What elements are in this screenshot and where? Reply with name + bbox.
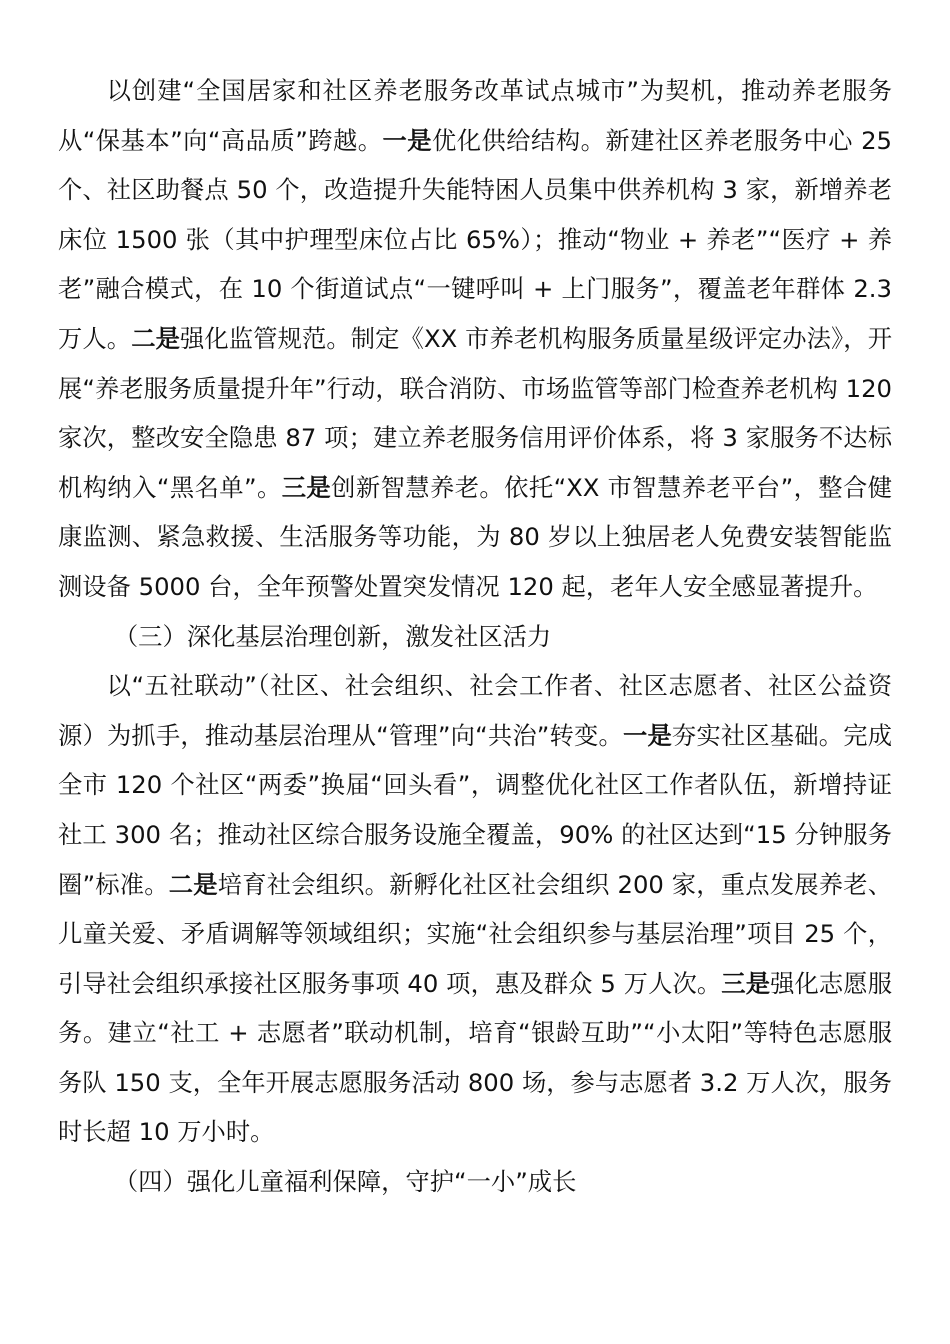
bold-lead-in: 一是 — [622, 720, 672, 750]
heading-text: （四）强化儿童福利保障，守护“一小”成长 — [113, 1167, 577, 1197]
text-run: 强化监管规范。制定《XX 市养老机构服务质量星级评定办法》，开展“养老服务质量提升年”行动，联合消防、市场监管等部门检查养老机构 120 家次，整改安全隐患 87 项；建立养老服务信用评价体系，将 3 家服务不达标机构纳入“黑名单”。 — [58, 323, 892, 502]
paragraph-elderly-care — [58, 66, 892, 612]
heading-text: （三）深化基层治理创新，激发社区活力 — [113, 621, 552, 651]
section-heading-3 — [58, 612, 892, 662]
bold-lead-in: 三是 — [281, 472, 332, 502]
section-heading-4 — [58, 1157, 892, 1207]
text-run: 培育社会组织。新孵化社区社会组织 200 家，重点发展养老、儿童关爱、矛盾调解等领域组织；实施“社会组织参与基层治理”项目 25 个，引导社会组织承接社区服务事项 40 项，惠及群众 5 万人次。 — [58, 869, 892, 998]
bold-lead-in: 三是 — [721, 968, 771, 998]
text-run: 优化供给结构。新建社区养老服务中心 25 个、社区助餐点 50 个，改造提升失能特困人员集中供养机构 3 家，新增养老床位 1500 张（其中护理型床位占比 65%）；推动“物业 + 养老”“医疗 + 养老”融合模式，在 10 个街道试点“一键呼叫 + 上门服务”，覆盖老年群体 2.3 万人。 — [58, 125, 892, 353]
document-body — [58, 66, 892, 1207]
text-run: 以创建“全国居家和社区养老服务改革试点城市”为契机，推动养老服务从“保基本”向“高品质”跨越。 — [58, 76, 892, 155]
bold-lead-in: 二是 — [131, 323, 180, 353]
bold-lead-in: 一是 — [382, 125, 433, 155]
paragraph-community-governance — [58, 661, 892, 1157]
text-run: 强化志愿服务。建立“社工 + 志愿者”联动机制，培育“银龄互助”“小太阳”等特色志愿服务队 150 支，全年开展志愿服务活动 800 场，参与志愿者 3.2 万人次，服务时长超 10 万小时。 — [58, 968, 893, 1147]
text-run: 创新智慧养老。依托“XX 市智慧养老平台”，整合健康监测、紧急救援、生活服务等功能，为 80 岁以上独居老人免费安装智能监测设备 5000 台，全年预警处置突发情况 120 起，老年人安全感显著提升。 — [58, 472, 893, 601]
text-run: 以“五社联动”（社区、社会组织、社会工作者、社区志愿者、社区公益资源）为抓手，推动基层治理从“管理”向“共治”转变。 — [58, 671, 892, 750]
bold-lead-in: 二是 — [168, 869, 218, 899]
text-run: 夯实社区基础。完成全市 120 个社区“两委”换届“回头看”，调整优化社区工作者队伍，新增持证社工 300 名；推动社区综合服务设施全覆盖，90% 的社区达到“15 分钟服务圈”标准。 — [58, 720, 892, 899]
